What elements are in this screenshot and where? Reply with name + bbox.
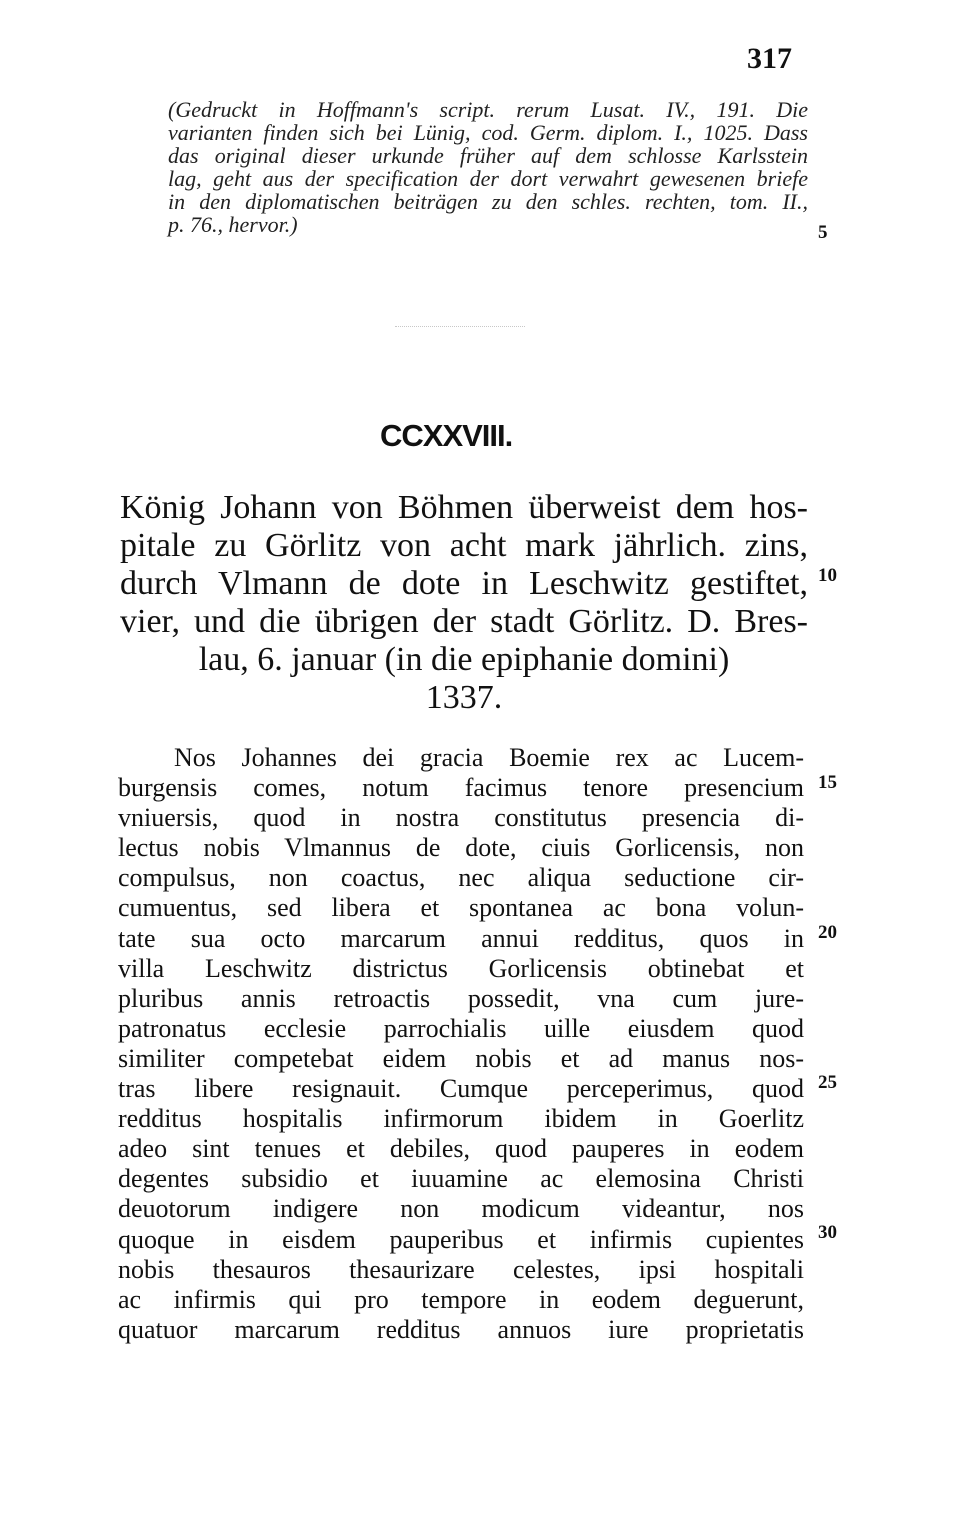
body-line: cumuentus, sed libera et spontanea ac bona volun-: [118, 893, 804, 923]
body-line: Nos Johannes dei gracia Boemie rex ac Lucem-: [174, 743, 804, 772]
note-line: lag, geht aus der specification der dort verwahrt gewesenen briefe: [168, 166, 808, 191]
body-line: degentes subsidio et iuuamine ac elemosina Christi: [118, 1164, 804, 1194]
page-number: 317: [747, 42, 792, 75]
body-line: tras libere resignauit. Cumque perceperimus, quod: [118, 1074, 804, 1104]
body-line: quoque in eisdem pauperibus et infirmis cupientes: [118, 1224, 804, 1254]
body-line: burgensis comes, notum facimus tenore presencium: [118, 773, 804, 803]
body-line: tate sua octo marcarum annui redditus, quos in: [118, 923, 804, 953]
body-line: vniuersis, quod in nostra constitutus presencia di-: [118, 803, 804, 833]
editorial-note: [168, 98, 808, 236]
body-line: patronatus ecclesie parrochialis uille eiusdem quod: [118, 1013, 804, 1043]
body-line: villa Leschwitz districtus Gorlicensis obtinebat et: [118, 953, 804, 983]
title-line: vier, und die übrigen der stadt Görlitz. D. Bres-: [120, 603, 808, 640]
body-line: quatuor marcarum redditus annuos iure proprietatis: [118, 1314, 804, 1344]
body-line: similiter competebat eidem nobis et ad manus nos-: [118, 1043, 804, 1073]
title-line: durch Vlmann de dote in Leschwitz gestiftet,: [120, 565, 808, 602]
note-line: varianten finden sich bei Lünig, cod. Germ. diplom. I., 1025. Dass: [168, 120, 808, 145]
body-line: compulsus, non coactus, nec aliqua seductione cir-: [118, 863, 804, 893]
title-line: König Johann von Böhmen überweist dem hos-: [120, 489, 808, 526]
line-number: 20: [818, 922, 837, 943]
note-line: p. 76., hervor.): [168, 212, 298, 237]
line-number: 25: [818, 1072, 837, 1093]
body-line: ac infirmis qui pro tempore in eodem deguerunt,: [118, 1284, 804, 1314]
note-line: das original dieser urkunde früher auf dem schlosse Karlsstein: [168, 143, 808, 168]
body-line: redditus hospitalis infirmorum ibidem in Goerlitz: [118, 1104, 804, 1134]
document-number-heading: CCXXVIII.: [380, 418, 513, 453]
charter-text: [118, 743, 804, 1345]
line-number: 10: [818, 565, 837, 586]
document-title: [120, 489, 808, 717]
title-line: lau, 6. januar (in die epiphanie domini): [198, 641, 730, 678]
note-line: (Gedruckt in Hoffmann's script. rerum Lusat. IV., 191. Die: [168, 97, 808, 122]
separator-rule: [395, 326, 525, 327]
body-line: nobis thesauros thesaurizare celestes, ipsi hospitali: [118, 1254, 804, 1284]
note-line: in den diplomatischen beiträgen zu den schles. rechten, tom. II.,: [168, 189, 808, 214]
title-line: 1337.: [425, 679, 503, 716]
line-number: 5: [818, 222, 828, 243]
body-line: deuotorum indigere non modicum videantur, nos: [118, 1194, 804, 1224]
line-number: 15: [818, 772, 837, 793]
body-line: pluribus annis retroactis possedit, vna cum jure-: [118, 983, 804, 1013]
line-number: 30: [818, 1222, 837, 1243]
body-line: adeo sint tenues et debiles, quod pauperes in eodem: [118, 1134, 804, 1164]
title-line: pitale zu Görlitz von acht mark jährlich. zins,: [120, 527, 808, 564]
body-line: lectus nobis Vlmannus de dote, ciuis Gorlicensis, non: [118, 833, 804, 863]
